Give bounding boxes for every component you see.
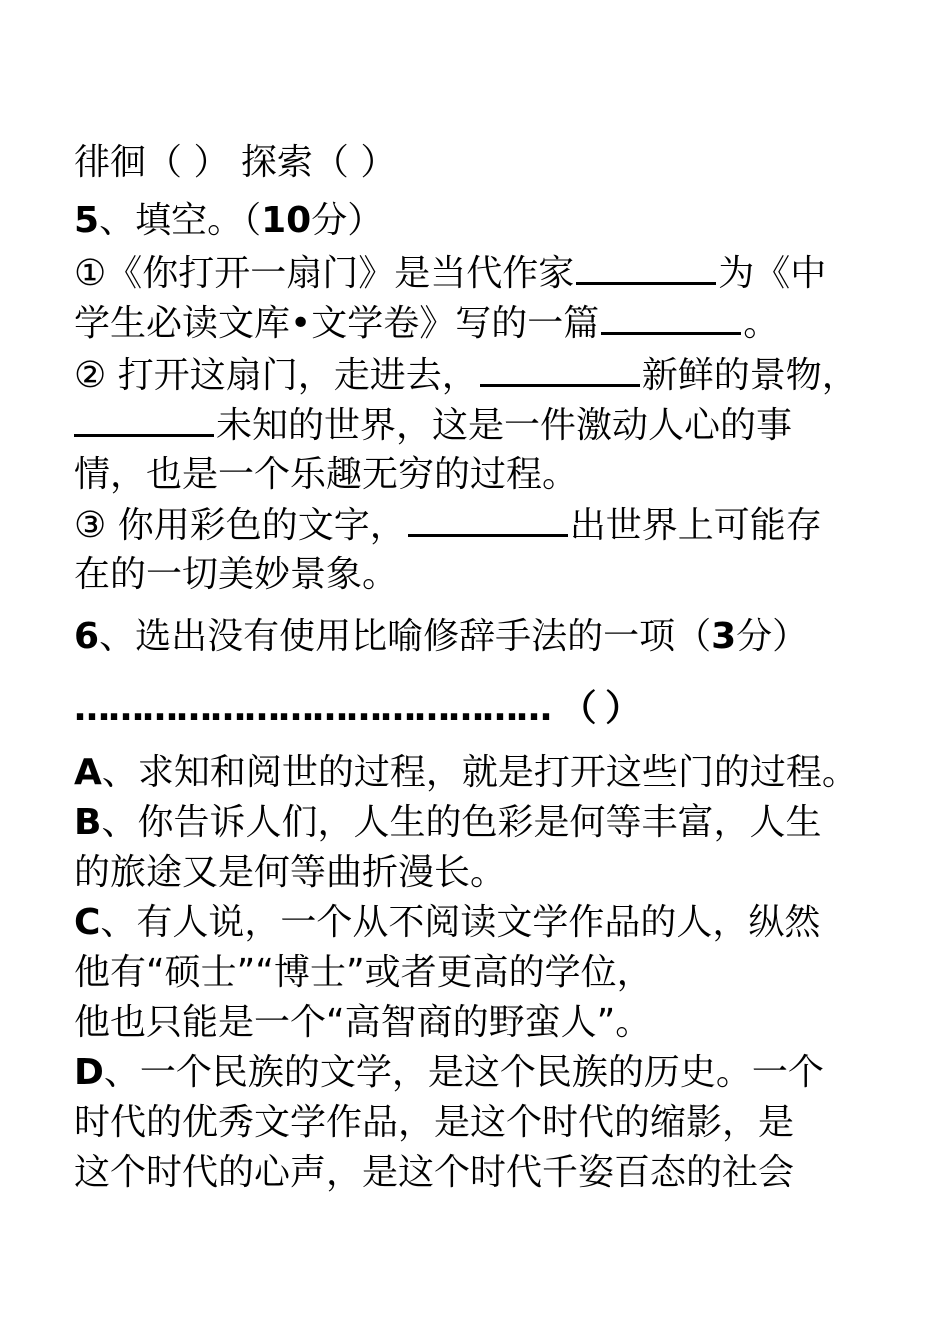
option-d-text: 、一个民族的文学，是这个民族的历史。一个 — [103, 1052, 824, 1093]
q5-item3-text-b: 出世界上可能存 — [569, 505, 822, 546]
q5-item3-text-c: 在的一切美妙景象。 — [74, 554, 399, 595]
question-5-score: 10 — [261, 200, 312, 241]
fill-blank-author[interactable] — [576, 248, 716, 285]
option-b-letter: B — [74, 802, 102, 843]
question-5-title: 、填空。（ — [99, 200, 262, 241]
option-d-line3 — [74, 1148, 794, 1198]
q5-item2-text-d: 情，也是一个乐趣无穷的过程。 — [74, 454, 579, 495]
q5-item1-line1 — [74, 248, 826, 299]
fill-blank-genre[interactable] — [601, 298, 741, 335]
q5-item3-line1 — [74, 500, 822, 551]
question-6-number: 6 — [74, 616, 100, 657]
q5-item2-line1 — [74, 350, 858, 401]
q5-item2-text-a: ② 打开这扇门，走进去， — [74, 355, 478, 396]
fill-blank-verb-2[interactable] — [74, 400, 214, 437]
option-d-text-2: 时代的优秀文学作品，是这个时代的缩影，是 — [74, 1102, 795, 1143]
q5-item2-line3 — [74, 450, 578, 500]
question-5-score-unit: 分） — [311, 200, 384, 241]
question-6-score: 3 — [711, 616, 737, 657]
option-c-letter: C — [74, 902, 101, 943]
q5-item3-text-a: ③ 你用彩色的文字， — [74, 505, 406, 546]
vocab-text: 徘徊（ ） 探索（ ） — [74, 142, 397, 183]
option-b-text: 、你告诉人们，人生的色彩是何等丰富，人生 — [101, 802, 822, 843]
question-6-title: 、选出没有使用比喻修辞手法的一项（ — [99, 616, 712, 657]
option-c-text-2: 他有“硕士”“博士”或者更高的学位， — [74, 952, 653, 993]
option-d-line1 — [74, 1048, 824, 1098]
vocab-line — [74, 138, 396, 188]
question-6-score-unit: 分） — [736, 616, 809, 657]
fill-blank-verb-1[interactable] — [480, 350, 640, 387]
option-a-letter: A — [74, 752, 102, 793]
option-d-letter: D — [74, 1052, 104, 1093]
q5-item1-text-a: ①《你打开一扇门》是当代作家 — [74, 253, 575, 294]
q5-item1-text-b: 为《中 — [718, 253, 827, 294]
q5-item2-text-c: 未知的世界，这是一件激动人心的事 — [216, 405, 793, 446]
q5-item1-text-d: 。 — [743, 303, 780, 344]
option-b-line1 — [74, 798, 821, 848]
option-b-line2 — [74, 848, 506, 898]
q5-item2-text-b: 新鲜的景物， — [641, 355, 858, 396]
q5-item2-line2 — [74, 400, 792, 451]
option-c-text: 、有人说，一个从不阅读文学作品的人，纵然 — [100, 902, 821, 943]
q5-item1-line2 — [74, 298, 779, 349]
option-c-line1 — [74, 898, 820, 948]
question-5-heading — [74, 196, 383, 246]
option-b-text-2: 的旅途又是何等曲折漫长。 — [74, 852, 507, 893]
answer-bracket[interactable]: …………………………………… （ ） — [74, 688, 640, 729]
option-c-line3 — [74, 998, 651, 1048]
option-d-text-3: 这个时代的心声，是这个时代千姿百态的社会 — [74, 1152, 795, 1193]
option-c-line2 — [74, 948, 653, 998]
option-a-text: 、求知和阅世的过程，就是打开这些门的过程。 — [101, 752, 858, 793]
q5-item1-text-c: 学生必读文库•文学卷》写的一篇 — [74, 303, 600, 344]
question-6-heading — [74, 612, 808, 662]
q5-item3-line2 — [74, 550, 398, 600]
question-5-number: 5 — [74, 200, 100, 241]
fill-blank-verb-3[interactable] — [408, 500, 568, 537]
answer-bracket-line — [74, 684, 639, 734]
option-a — [74, 748, 858, 798]
option-c-text-3: 他也只能是一个“高智商的野蛮人”。 — [74, 1002, 652, 1043]
option-d-line2 — [74, 1098, 794, 1148]
